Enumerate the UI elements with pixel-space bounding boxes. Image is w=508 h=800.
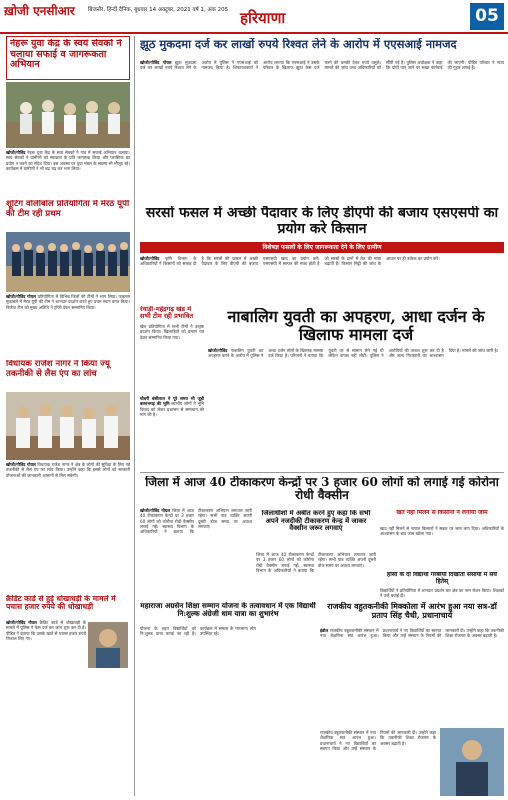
mustard-text: कृषि विभाग के अधिकारियों ने किसानों को सलाह दी है कि सरसों की फसल में अच्छी पैदावार के लिए डीएपी की बजाय एसएसपी खाद का प्रयोग करें। एसएसपी में सल्फर की मात्रा होती है जो सरसों के दानों में तेल की मात्रा बढ़ाती है। किसान मिट्टी की जांच के आधार पर ही उर्वरक का प्रयोग करें।: [140, 256, 440, 267]
section-title: हरियाणा: [240, 9, 286, 27]
nehru-body: [6, 150, 130, 198]
volleyball-body: [6, 294, 130, 356]
dhoom-byline: खोजी/गोविंद गोयल: [140, 60, 172, 65]
mustard-body: [140, 256, 504, 304]
mla-text: विधायक राजेश नागर ने क्षेत्र के लोगों की सुविधा के लिए नई तकनीकी से लैस एंप का लांच किया। उन्होंने कहा कि इससे लोगों को सरकारी योजनाओं की जानकारी आसानी से मिल सकेगी।: [6, 462, 130, 478]
dhoom-headline: झूठ मुकदमा दर्ज कर लाखों रुपये रिश्वत लेने के आरोप में एएसआई नामजद: [140, 38, 457, 51]
volleyball-headline: शूटिंग वॉलीबॉल प्रतियोगिता में मेरठ यूपी की टीम रही प्रथम: [6, 200, 130, 219]
polling-body-cont: राजकीय बहुतकनीकी संस्थान में नया शैक्षणिक सत्र आरंभ हुआ। प्रधानाचार्य ने नए विद्यार्थियों का स्वागत किया और उन्हें संस्थान के नियमों की जानकारी दी। उन्होंने कहा कि तकनीकी शिक्षा रोजगार के अवसर बढ़ाती है।: [320, 730, 436, 751]
mla-photo: [6, 392, 130, 460]
polling-photo: [440, 728, 504, 796]
mustard-band: विशेषज्ञ फसलों के लिए जागरूकता देने के लिए ग्रामीण: [140, 242, 504, 253]
polling-headline: राजकीय वहुतकनीकी मिक्कोला में आरंभ हुआ नया सत्र-डॉ प्रताप सिंह चैधी, प्रधानाचार्य: [327, 602, 497, 620]
vaccine-text: जिला में आज 40 टीकाकरण केन्द्रों पर 3 हजार 60 लोगों को कोरोना रोधी वैक्सीन लगाई गई। स्वास्थ्य विभाग के अधिकारियों ने बताया कि टीकाकरण अभियान लगातार जारी रहेगा। सभी पात्र व्यक्ति अपनी दूसरी डोज समय पर अवश्य लगवाएं।: [140, 508, 252, 535]
newspaper-logo: ख़ोजी एनसीआर: [4, 4, 75, 18]
issue-info: बिजनौर, हिन्दी दैनिक, बुधवार 14 अक्टूबर, 2021 वर्ष 1, अंक 205: [88, 7, 229, 13]
column-divider: [134, 36, 135, 796]
volleyball-photo: [6, 232, 130, 292]
mla-body: [6, 462, 130, 590]
nehru-byline: खोजी/गोविंद: [6, 150, 26, 155]
kidnap-body: [208, 348, 504, 468]
cricket-portrait: [88, 622, 128, 668]
cricket-headline: क्रैडिट कार्ड से हुई धोखाधड़ी के मामले में पचास हजार रुपये की धोखाधड़ी: [6, 595, 116, 612]
polling-body: [320, 628, 504, 728]
masthead: [0, 0, 508, 34]
right-top-headline: खत नहीं मिलने से किसानों ने लगाया जाम: [396, 510, 488, 516]
chaudhary-headline: चौधरी बंसीलाल ने पूरे समय भी जुड़ी बल्लभगढ़ की भूमि: [140, 396, 204, 407]
kidnap-text: नाबालिग युवती का अपहरण करने के आरोप में पुलिस ने आधा दर्जन लोगों के खिलाफ मामला दर्ज किया है। परिजनों ने बताया कि युवती घर से सामान लेने गई थी लेकिन वापस नहीं लौटी। पुलिस ने आरोपियों की तलाश शुरू कर दी है और जल्द गिरफ्तारी का आश्वासन दिया है। मामले की जांच जारी है।: [208, 348, 499, 359]
vaccine-byline: खोजी/गोविंद गोयल: [140, 508, 171, 513]
scheme-headline: महाराजा अग्रसेन शिक्षा सम्मान योजना के तत्वावधान में एक विद्यार्थी नि:शुल्क अंग्रेजी धाम यात्रा का शुभारंभ: [140, 602, 316, 619]
right-top-body: खाद नहीं मिलने से नाराज किसानों ने सड़क पर जाम लगा दिया। अधिकारियों के आश्वासन के बाद जाम खोला गया।: [380, 526, 504, 537]
right-mid-headline: हांसी के दो विद्यार्थी गरबीयों दिखाता ससायों में सेंघे हितेस्: [387, 572, 497, 585]
nehru-photo: [6, 82, 130, 148]
vaccine-body-left: [140, 508, 252, 598]
mla-headline: विधायक राजेश नागर ने किया ज्यू तकनीकी से लैस एंप का लांच: [6, 360, 110, 379]
chaudhary-body: [140, 396, 204, 468]
mustard-byline: खोजी/गोविंद: [140, 256, 160, 261]
cricket-byline: खोजी/गोविंद गोयल: [6, 620, 37, 625]
nehru-headline-box: [6, 36, 130, 80]
section-divider: [140, 472, 504, 473]
volleyball-byline: खोजी/गोविंद गोयल: [6, 294, 36, 299]
nehru-headline: नेहरू युवा केंद्र के स्वयं सेवको ने चलाया सफाई व जागरूकता अभियान: [10, 39, 122, 71]
sports-headline: रेवाड़ी-महेंद्रगढ़ खंड में सभी टीम रही प्रभावित: [140, 306, 194, 321]
polling-byline: इंडोल: [320, 628, 329, 633]
mla-byline: खोजी/गोविंद गोयल: [6, 462, 36, 467]
vaccine-subheading: जिलाधीशों में अबीत करने हुए कहा कि सभी अपने नजदीकी टीकाकरण केन्द्र में जाकर वैक्सीन जरूर लगवाएं: [261, 510, 371, 533]
right-mid-body: विद्यार्थियों ने प्रतियोगिता में शानदार प्रदर्शन कर क्षेत्र का नाम रोशन किया। शिक्षकों ने उन्हें बधाई दी।: [380, 588, 504, 598]
nehru-text: नेहरू युवा केंद्र के स्वयं सेवको ने गांव में सफाई अभियान चलाया। स्वयं सेवकों ने ग्रामीणों को स्वच्छता के प्रति जागरूक किया और प्लास्टिक का प्रयोग न करने का संदेश दिया। इस अवसर पर युवा मंडल के सदस्य भी मौजूद रहे। कार्यक्रम में ग्रामीणों ने भी बढ़ चढ़ कर भाग लिया।: [6, 150, 130, 171]
volleyball-text: प्रतियोगिता में विभिन्न जिलों की टीमों ने भाग लिया। फाइनल मुकाबले में मेरठ यूपी की टीम ने शानदार प्रदर्शन करते हुए प्रथम स्थान प्राप्त किया। विजेता टीम को मुख्य अतिथि ने ट्रॉफी देकर सम्मानित किया।: [6, 294, 130, 310]
kidnap-byline: खोजी/गोविंद: [208, 348, 228, 353]
sports-body: खेल प्रतियोगिता में सभी टीमों ने उत्कृष्ट प्रदर्शन किया। खिलाड़ियों को प्रमाण पत्र देकर सम्मानित किया गया।: [140, 324, 204, 340]
chaudhary-text: स्थानीय लोगों ने भूमि विवाद को लेकर प्रशासन से समाधान की मांग की है।: [140, 401, 204, 417]
kidnap-headline: नाबालिग युवती का अपहरण, आधा दर्जन के खिलाफ मामला दर्ज: [227, 308, 485, 344]
mustard-headline: सरसों फसल में अच्छी पैदावार के लिए डीएपी की बजाय एसएसपी का प्रयोग करे किसान: [145, 206, 499, 237]
vaccine-headline: जिला में आज 40 टीकाकरण केन्द्रों पर 3 हजार 60 लोगों को लगाई गई कोरोना रोधी वैक्सीन: [145, 476, 499, 503]
polling-text: राजकीय बहुतकनीकी संस्थान में नया शैक्षणिक सत्र आरंभ हुआ। प्रधानाचार्य ने नए विद्यार्थियों का स्वागत किया और उन्हें संस्थान के नियमों की जानकारी दी। उन्होंने कहा कि तकनीकी शिक्षा रोजगार के अवसर बढ़ाती है।: [320, 628, 504, 639]
dhoom-text: झूठा मुकदमा दर्ज कर लाखों रुपये रिश्वत लेने के आरोप में पुलिस ने एएसआई को नामजद किया है। शिकायतकर्ता ने आरोप लगाया कि एएसआई ने उसके परिवार के खिलाफ झूठा केस दर्ज करने की धमकी देकर रुपये वसूले। मामले की जांच उच्च अधिकारियों को सौंपी गई है। पुलिस अधीक्षक ने कहा कि दोषी पाए जाने पर सख्त कार्रवाई की जाएगी। पीड़ित परिवार ने न्याय की गुहार लगाई है।: [140, 60, 504, 71]
scheme-body: योजना के तहत विद्यार्थियों को नि:शुल्क यात्रा कराई जा रही है। कार्यक्रम में समाज के गणमान्य लोग उपस्थित रहे।: [140, 626, 256, 637]
cricket-body: [6, 620, 86, 795]
dhoom-body: [140, 60, 504, 206]
vaccine-body-mid: जिला में आज 40 टीकाकरण केन्द्रों पर 3 हजार 60 लोगों को कोरोना रोधी वैक्सीन लगाई गई। स्वास्थ्य विभाग के अधिकारियों ने बताया कि टीकाकरण अभियान लगातार जारी रहेगा। सभी पात्र व्यक्ति अपनी दूसरी डोज समय पर अवश्य लगवाएं।: [256, 552, 376, 573]
cricket-text: क्रैडिट कार्ड से धोखाधड़ी के मामले में पुलिस ने केस दर्ज कर जांच शुरू कर दी है। पीड़ित ने बताया कि उसके खाते से पचास हजार रुपये निकाल लिए गए।: [6, 620, 86, 641]
page-number: 05: [470, 3, 504, 30]
